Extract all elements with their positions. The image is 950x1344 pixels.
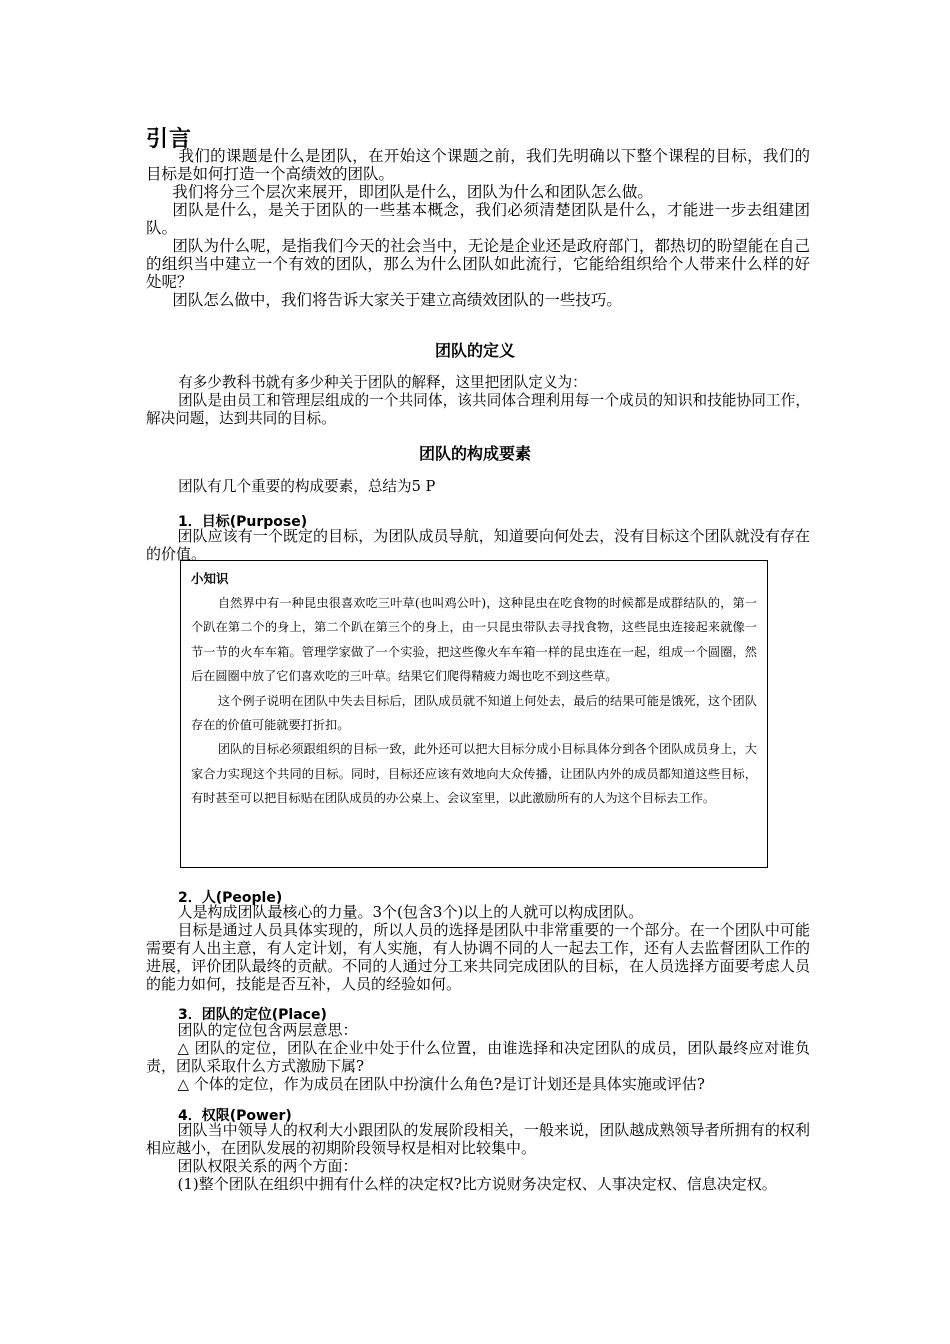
elements-heading: 团队的构成要素 [418, 444, 531, 463]
definition-heading: 团队的定义 [434, 341, 515, 360]
purpose-heading: 1．目标(Purpose) [178, 514, 308, 530]
tip-box-body [191, 591, 757, 811]
people-heading: 2．人(People) [178, 890, 283, 906]
place-paragraph: △ 团队的定位，团队在企业中处于什么位置，由谁选择和决定团队的成员，团队最终应对谁负责，团队采取什么方式激励下属? [146, 1039, 810, 1075]
power-paragraph: 团队当中领导人的权利大小跟团队的发展阶段相关，一般来说，团队越成熟领导者所拥有的权利相应越小，在团队发展的初期阶段领导权是相对比较集中。 [146, 1121, 810, 1157]
definition-paragraph: 团队是由员工和管理层组成的一个共同体，该共同体合理利用每一个成员的知识和技能协同工作，解决问题，达到共同的目标。 [146, 392, 810, 427]
purpose-text: 团队应该有一个既定的目标，为团队成员导航，知道要向何处去，没有目标这个团队就没有存在的价值。 [146, 527, 810, 563]
intro-paragraph: 团队为什么呢，是指我们今天的社会当中，无论是企业还是政府部门，都热切的盼望能在自己的组织当中建立一个有效的团队，那么为什么团队如此流行，它能给组织给个人带来什么样的好处呢？ [146, 237, 810, 291]
tip-paragraph: 团队的目标必须跟组织的目标一致，此外还可以把大目标分成小目标具体分到各个团队成员身上，大家合力实现这个共同的目标。同时，目标还应该有效地向大众传播，让团队内外的成员都知道这些目标，有时甚至可以把目标贴在团队成员的办公桌上、会议室里，以此激励所有的人为这个目标去工作。 [191, 742, 757, 806]
purpose-body [146, 527, 810, 563]
place-paragraph: △ 个体的定位，作为成员在团队中扮演什么角色?是订计划还是具体实施或评估? [177, 1075, 705, 1093]
people-paragraph: 人是构成团队最核心的力量。3个(包含3个)以上的人就可以构成团队。 [177, 903, 644, 921]
power-body [146, 1121, 810, 1193]
place-paragraph: 团队的定位包含两层意思： [177, 1021, 358, 1039]
place-heading: 3．团队的定位(Place) [178, 1007, 327, 1023]
place-body [146, 1021, 810, 1093]
elements-intro: 团队有几个重要的构成要素，总结为5 P [178, 478, 436, 495]
people-body [146, 903, 810, 993]
intro-body [146, 147, 810, 309]
power-paragraph: (1)整个团队在组织中拥有什么样的决定权?比方说财务决定权、人事决定权、信息决定权。 [177, 1175, 777, 1193]
tip-box [180, 560, 768, 868]
intro-paragraph: 我们的课题是什么是团队，在开始这个课题之前，我们先明确以下整个课程的目标，我们的目标是如何打造一个高绩效的团队。 [146, 147, 810, 183]
intro-paragraph: 我们将分三个层次来展开，即团队是什么，团队为什么和团队怎么做。 [172, 183, 653, 201]
intro-title: 引言 [146, 127, 193, 152]
tip-paragraph: 这个例子说明在团队中失去目标后，团队成员就不知道上何处去，最后的结果可能是饿死，这个团队存在的价值可能就要打折扣。 [191, 693, 757, 733]
power-paragraph: 团队权限关系的两个方面： [177, 1157, 358, 1175]
definition-paragraph: 有多少教科书就有多少种关于团队的解释，这里把团队定义为： [178, 374, 587, 391]
definition-body [146, 374, 810, 428]
tip-box-title: 小知识 [191, 571, 229, 586]
people-paragraph: 目标是通过人员具体实现的，所以人员的选择是团队中非常重要的一个部分。在一个团队中可能需要有人出主意，有人定计划，有人实施，有人协调不同的人一起去工作，还有人去监督团队工作的进展，评价团队最终的贡献。不同的人通过分工来共同完成团队的目标，在人员选择方面要考虑人员的能力如何，技能是否互补，人员的经验如何。 [146, 921, 810, 993]
intro-paragraph: 团队是什么，是关于团队的一些基本概念，我们必须清楚团队是什么，才能进一步去组建团队。 [146, 201, 810, 237]
tip-paragraph: 自然界中有一种昆虫很喜欢吃三叶草(也叫鸡公叶)，这种昆虫在吃食物的时候都是成群结队的，第一个趴在第二个的身上，第二个趴在第三个的身上，由一只昆虫带队去寻找食物，这些昆虫连接起来就像一节一节的火车车箱。管理学家做了一个实验，把这些像火车车箱一样的昆虫连在一起，组成一个圆圈，然后在圆圈中放了它们喜欢吃的三叶草。结果它们爬得精疲力竭也吃不到这些草。 [191, 596, 757, 684]
intro-paragraph: 团队怎么做中，我们将告诉大家关于建立高绩效团队的一些技巧。 [172, 291, 622, 309]
power-heading: 4．权限(Power) [178, 1108, 292, 1124]
elements-intro-block [146, 478, 810, 496]
